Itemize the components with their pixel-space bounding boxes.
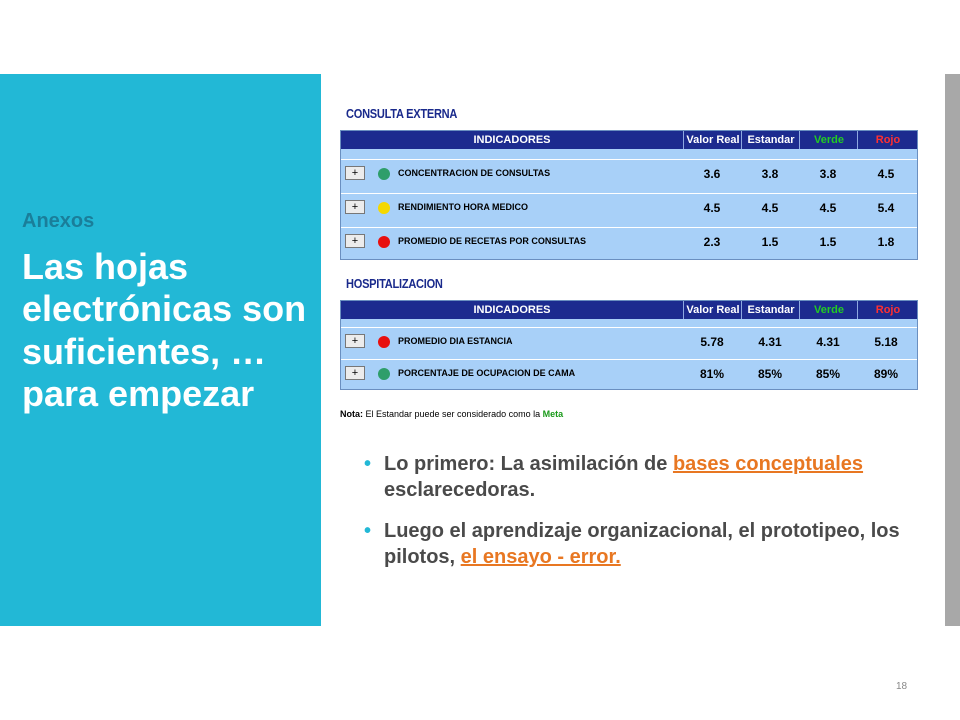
bullet-text: Luego el aprendizaje organizacional, el prototipeo, los pilotos, [384,520,900,568]
value-real: 3.6 [703,167,721,181]
header-red: Rojo [857,301,918,319]
header-red: Rojo [857,131,918,149]
indicator-name: CONCENTRACION DE CONSULTAS [398,168,551,178]
indicator-name: RENDIMIENTO HORA MEDICO [398,202,529,212]
status-dot-icon [378,336,390,348]
status-dot-icon [378,368,390,380]
bullet-list [364,452,924,586]
bases-conceptuales-link[interactable]: bases conceptuales [672,453,864,475]
page-number: 18 [896,681,908,692]
slide-title: Las hojas electrónicas son suficientes, … para empezar [22,246,307,415]
header-green: Verde [799,131,858,149]
hospitalizacion-table [340,300,918,390]
value-real: 81% [699,367,725,381]
header-standard: Estandar [741,131,800,149]
header-standard: Estandar [741,301,800,319]
header-indicators: INDICADORES [473,134,551,146]
bullet-item [364,452,924,503]
consulta-title: CONSULTA EXTERNA [346,106,458,121]
expand-button[interactable]: + [345,166,365,180]
indicator-name: PORCENTAJE DE OCUPACION DE CAMA [398,368,576,378]
value-green: 1.5 [819,235,837,249]
section-label: Anexos [22,210,95,232]
bullet-text: esclarecedoras. [384,478,536,501]
value-real: 4.5 [703,201,721,215]
table-header [341,131,917,149]
indicator-name: PROMEDIO DIA ESTANCIA [398,336,513,346]
bullet-item [364,519,924,570]
value-red: 89% [873,367,899,381]
status-dot-icon [378,236,390,248]
table-row [341,193,917,222]
consulta-table [340,130,918,260]
note-text: El Estandar puede ser considerado como la [363,409,543,419]
table-row [341,227,917,256]
value-standard: 4.31 [758,335,782,349]
value-green: 4.5 [819,201,837,215]
value-standard: 4.5 [761,201,779,215]
value-green: 4.31 [816,335,840,349]
spreadsheet-note [340,409,563,419]
table-row [341,159,917,188]
expand-button[interactable]: + [345,366,365,380]
header-real: Valor Real [683,131,742,149]
value-standard: 1.5 [761,235,779,249]
value-green: 3.8 [819,167,837,181]
note-label: Nota: [340,409,363,419]
value-real: 5.78 [700,335,724,349]
status-dot-icon [378,168,390,180]
value-standard: 85% [757,367,783,381]
value-standard: 3.8 [761,167,779,181]
expand-button[interactable]: + [345,234,365,248]
table-header [341,301,917,319]
ensayo-error-link[interactable]: el ensayo - error. [460,545,621,568]
expand-button[interactable]: + [345,334,365,348]
table-row [341,359,917,388]
expand-button[interactable]: + [345,200,365,214]
value-green: 85% [815,367,841,381]
right-accent-bar [945,74,960,626]
value-red: 5.4 [877,201,895,215]
hospitalizacion-title: HOSPITALIZACION [346,276,443,291]
bullet-text: Lo primero: La asimilación de [384,453,673,475]
header-real: Valor Real [683,301,742,319]
value-red: 4.5 [877,167,895,181]
header-indicators: INDICADORES [473,304,551,316]
value-red: 5.18 [874,335,898,349]
value-red: 1.8 [877,235,895,249]
table-row [341,327,917,356]
status-dot-icon [378,202,390,214]
indicator-name: PROMEDIO DE RECETAS POR CONSULTAS [398,236,587,246]
value-real: 2.3 [703,235,721,249]
note-meta: Meta [542,409,564,419]
header-green: Verde [799,301,858,319]
